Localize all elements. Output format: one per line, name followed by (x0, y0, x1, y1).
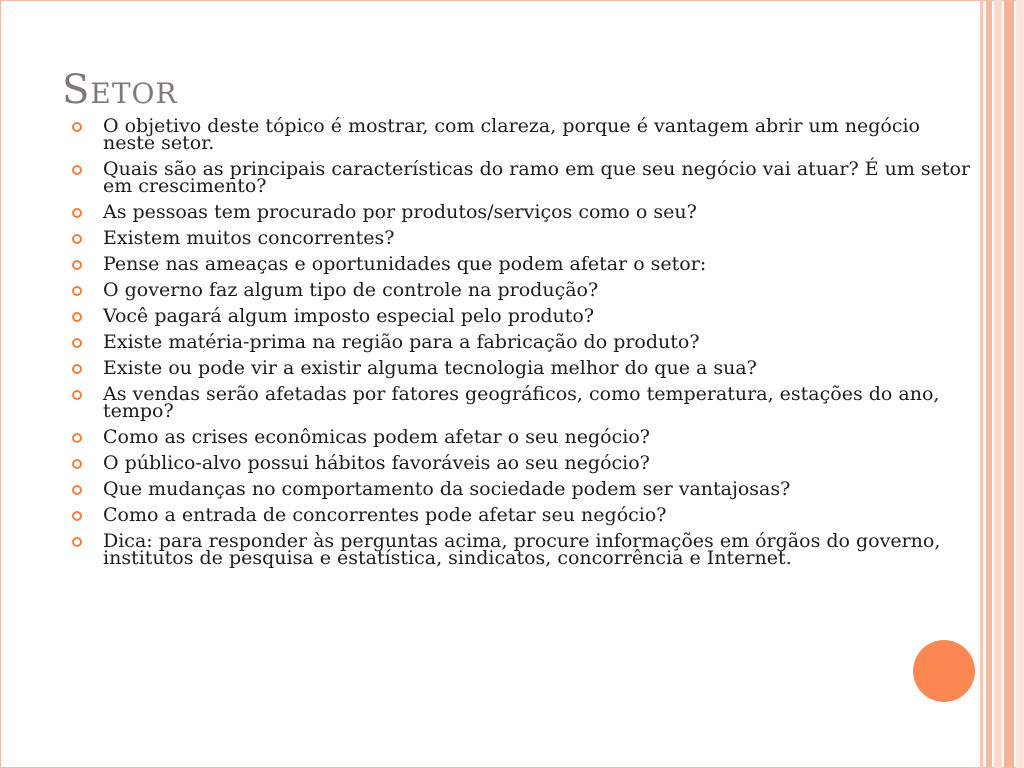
list-item-text: Existem muitos concorrentes? (103, 227, 395, 249)
bullet-ring-icon (72, 537, 82, 547)
list-item-text: Existe ou pode vir a existir alguma tecnologia melhor do que a sua? (103, 357, 757, 379)
list-item (72, 530, 972, 569)
decorative-stripe (994, 0, 1002, 768)
list-item-text: Quais são as principais características do ramo em que seu negócio vai atuar? É um setor em crescimento? (103, 158, 971, 197)
decorative-stripe (1016, 0, 1024, 768)
list-item (72, 158, 972, 197)
bullet-ring-icon (72, 459, 82, 469)
list-item (72, 426, 972, 448)
list-item (72, 383, 972, 422)
bullet-ring-icon (72, 364, 82, 374)
list-item (72, 331, 972, 353)
list-item (72, 115, 972, 154)
bullet-ring-icon (72, 122, 82, 132)
list-item (72, 478, 972, 500)
list-item (72, 227, 972, 249)
list-item-text: Como a entrada de concorrentes pode afetar seu negócio? (103, 504, 667, 526)
bullet-ring-icon (72, 286, 82, 296)
bullet-ring-icon (72, 390, 82, 400)
list-item-text: O governo faz algum tipo de controle na produção? (103, 279, 599, 301)
list-item-text: Como as crises econômicas podem afetar o seu negócio? (103, 426, 650, 448)
list-item (72, 504, 972, 526)
list-item (72, 452, 972, 474)
list-item-text: O objetivo deste tópico é mostrar, com clareza, porque é vantagem abrir um negócio neste setor. (103, 115, 920, 154)
bullet-ring-icon (72, 433, 82, 443)
bullet-ring-icon (72, 485, 82, 495)
decorative-stripe (1004, 0, 1014, 768)
list-item (72, 201, 972, 223)
list-item-text: Você pagará algum imposto especial pelo produto? (103, 305, 595, 327)
decorative-stripe (980, 0, 983, 768)
list-item-text: O público-alvo possui hábitos favoráveis ao seu negócio? (103, 452, 650, 474)
list-item (72, 253, 972, 275)
decorative-stripe (986, 0, 992, 768)
bullet-list (72, 115, 972, 576)
bullet-ring-icon (72, 165, 82, 175)
bullet-ring-icon (72, 208, 82, 218)
list-item (72, 279, 972, 301)
list-item-text: Que mudanças no comportamento da sociedade podem ser vantajosas? (103, 478, 791, 500)
bullet-ring-icon (72, 511, 82, 521)
bullet-ring-icon (72, 338, 82, 348)
list-item (72, 357, 972, 379)
list-item-text: Pense nas ameaças e oportunidades que podem afetar o setor: (103, 253, 707, 275)
bullet-ring-icon (72, 234, 82, 244)
bullet-ring-icon (72, 260, 82, 270)
list-item (72, 305, 972, 327)
decorative-circle (913, 640, 975, 702)
list-item-text: Existe matéria-prima na região para a fabricação do produto? (103, 331, 700, 353)
slide-title: Setor (62, 67, 178, 113)
list-item-text: As vendas serão afetadas por fatores geográficos, como temperatura, estações do ano, tempo? (103, 383, 940, 422)
bullet-ring-icon (72, 312, 82, 322)
list-item-text: As pessoas tem procurado por produtos/serviços como o seu? (103, 201, 697, 223)
list-item-text: Dica: para responder às perguntas acima, procure informações em órgãos do governo, institutos de pesquisa e estatística, sindicatos, concorrência e Internet. (103, 530, 941, 569)
